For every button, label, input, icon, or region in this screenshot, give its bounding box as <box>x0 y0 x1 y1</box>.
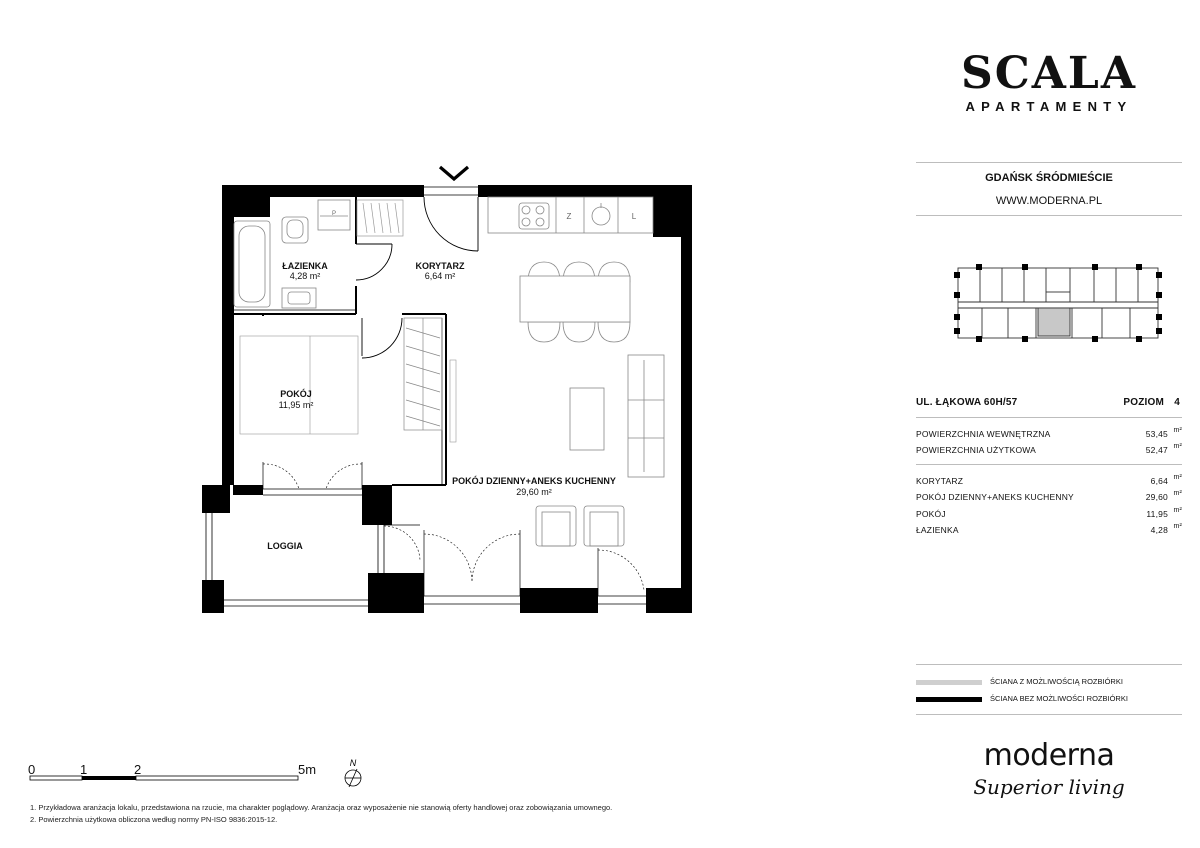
developer-tagline: Superior living <box>973 775 1125 799</box>
fridge-label: Z <box>566 212 572 221</box>
room-unit: m² <box>1173 474 1182 481</box>
room-name: POKÓJ <box>916 509 946 519</box>
area-value: 53,45 <box>1145 429 1168 439</box>
room-value: 4,28 <box>1150 525 1168 535</box>
floor-value: 4 <box>1174 397 1180 408</box>
room-name: POKÓJ DZIENNY+ANEKS KUCHENNY <box>916 492 1074 502</box>
footnote-2: 2. Powierzchnia użytkowa obliczona według normy PN-ISO 9836:2015-12. <box>30 815 278 824</box>
divider <box>916 714 1182 715</box>
corridor-label: KORYTARZ <box>415 261 465 271</box>
room-row <box>916 525 1182 535</box>
room-unit: m² <box>1173 490 1182 497</box>
area-label: POWIERZCHNIA UŻYTKOWA <box>916 445 1037 455</box>
divider <box>916 464 1182 465</box>
divider <box>916 417 1182 418</box>
area-row <box>916 445 1182 455</box>
area-row <box>916 429 1182 439</box>
sofa <box>628 355 664 477</box>
scale-bar <box>30 776 298 780</box>
armchairs <box>536 506 624 546</box>
shower-label: P <box>331 211 337 217</box>
legend-swatch-structural <box>916 697 982 702</box>
scale-tick-5m: 5m <box>298 762 317 777</box>
room-name: KORYTARZ <box>916 476 964 486</box>
dishwasher-label: L <box>631 212 637 221</box>
scale-tick-1: 1 <box>80 762 88 777</box>
area-label: POWIERZCHNIA WEWNĘTRZNA <box>916 429 1051 439</box>
corridor-wardrobe <box>357 200 403 236</box>
tv-unit <box>450 360 456 442</box>
scale-tick-2: 2 <box>134 762 142 777</box>
legend-label-removable: ŚCIANA Z MOŻLIWOŚCIĄ ROZBIÓRKI <box>990 677 1123 686</box>
entrance-arrow-icon <box>440 167 468 179</box>
area-unit: m² <box>1173 427 1182 434</box>
area-value: 52,47 <box>1145 445 1168 455</box>
doors <box>356 197 478 358</box>
building-key-plan <box>952 262 1168 344</box>
room-row <box>916 492 1182 502</box>
room-row <box>916 509 1182 519</box>
divider <box>916 162 1182 163</box>
living-area: 29,60 m² <box>516 487 552 497</box>
room-unit: m² <box>1173 507 1182 514</box>
developer-logo: moderna <box>983 738 1115 773</box>
address: UL. ŁĄKOWA 60H/57 <box>916 397 1018 408</box>
scale-tick-0: 0 <box>28 762 36 777</box>
room-value: 29,60 <box>1145 492 1168 502</box>
footnote-1: 1. Przykładowa aranżacja lokalu, przedstawiona na rzucie, ma charakter poglądowy. Aranżacja oraz wyposażenie nie stanowią oferty handlowej oraz zobowiązania umownego. <box>30 803 613 812</box>
brand-logo: SCALA <box>960 48 1137 99</box>
brand-subtitle: APARTAMENTY <box>965 99 1133 114</box>
area-unit: m² <box>1173 443 1182 450</box>
north-arrow-icon <box>345 769 361 787</box>
website-link[interactable]: WWW.MODERNA.PL <box>995 195 1103 207</box>
bath-area: 4,28 m² <box>289 271 321 281</box>
bath-label: ŁAZIENKA <box>282 261 328 271</box>
bed <box>240 336 358 434</box>
room-area: 11,95 m² <box>278 400 314 410</box>
dining-set <box>520 262 630 342</box>
room-unit: m² <box>1173 523 1182 530</box>
room-value: 11,95 <box>1146 509 1168 519</box>
district: GDAŃSK ŚRÓDMIEŚCIE <box>985 172 1113 184</box>
loggia-label: LOGGIA <box>267 541 303 551</box>
room-row <box>916 476 1182 486</box>
legend-swatch-removable <box>916 680 982 685</box>
highlighted-unit <box>1038 308 1070 336</box>
partition-walls <box>234 197 446 485</box>
corridor-area: 6,64 m² <box>424 271 456 281</box>
legend-label-structural: ŚCIANA BEZ MOŻLIWOŚCI ROZBIÓRKI <box>990 694 1128 703</box>
room-label: POKÓJ <box>280 389 312 399</box>
room-name: ŁAZIENKA <box>916 525 959 535</box>
coffee-table <box>570 388 604 450</box>
divider <box>916 215 1182 216</box>
living-label: POKÓJ DZIENNY+ANEKS KUCHENNY <box>452 476 616 486</box>
sink-icon <box>592 207 610 225</box>
divider <box>916 664 1182 665</box>
room-wardrobe <box>404 318 442 430</box>
floor-label: POZIOM <box>1123 397 1164 408</box>
cooktop-burner-icon <box>522 206 530 214</box>
room-value: 6,64 <box>1150 476 1168 486</box>
north-label: N <box>349 758 357 768</box>
